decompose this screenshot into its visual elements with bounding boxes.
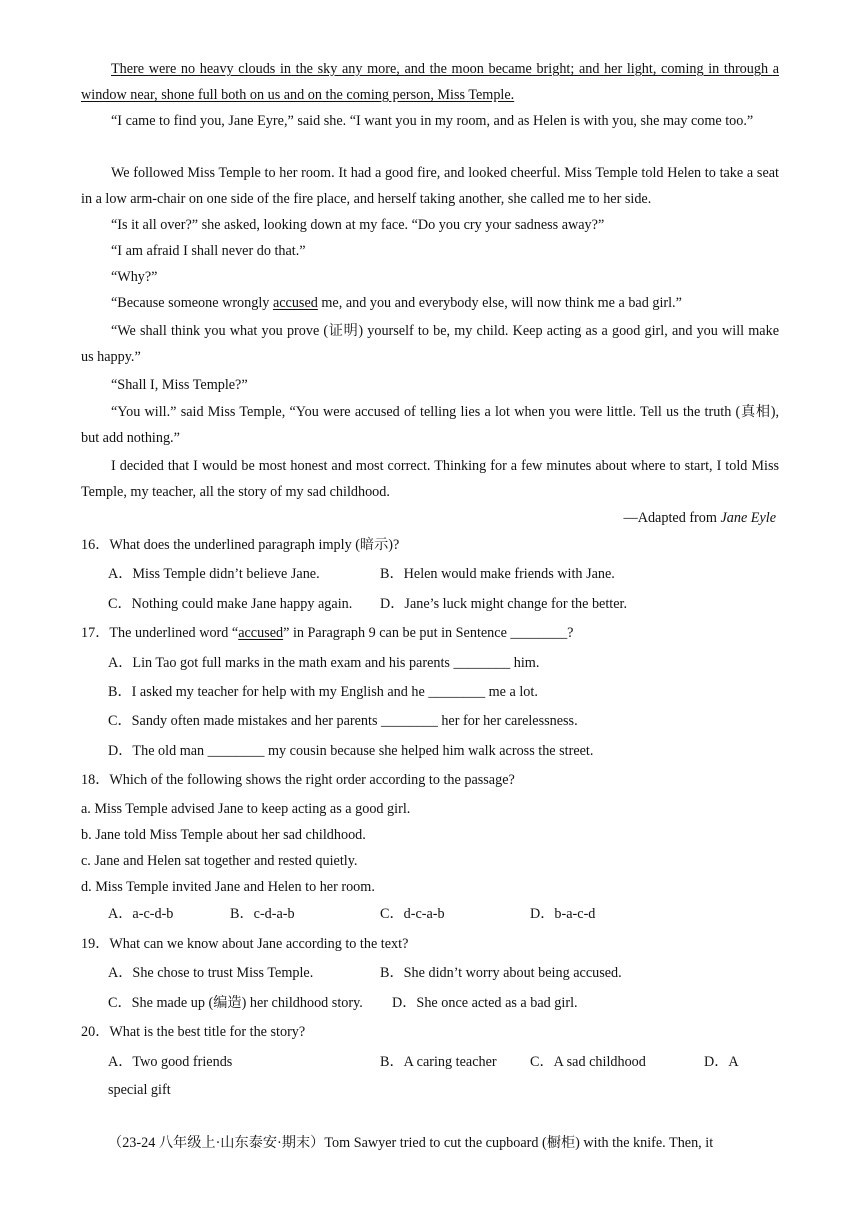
question-18-stem: 18．Which of the following shows the right order according to the passage?	[81, 772, 515, 788]
source-prefix: —Adapted from	[623, 510, 721, 526]
q18-option-a: A．a-c-d-b	[108, 906, 174, 922]
q16-option-c: C．Nothing could make Jane happy again.	[108, 596, 353, 612]
paragraph-7-after: me, and you and everybody else, will now think me a bad girl.”	[317, 295, 682, 311]
underlined-word-accused: accused	[272, 295, 318, 311]
q17-option-b: B．I asked my teacher for help with my English and he ________ me a lot.	[108, 684, 538, 700]
question-19-stem: 19．What can we know about Jane according to the text?	[81, 936, 409, 952]
q20-option-b: B．A caring teacher	[380, 1054, 497, 1070]
question-17-stem	[81, 623, 573, 643]
underlined-paragraph: There were no heavy clouds in the sky any more, and the moon became bright; and her light, coming in through a window near, shone full both on us and on the coming person, Miss Temple.	[81, 61, 779, 103]
q18-option-c: C．d-c-a-b	[380, 906, 445, 922]
q18-option-d: D．b-a-c-d	[530, 906, 596, 922]
q20-option-a: A．Two good friends	[108, 1054, 233, 1070]
paragraph-7	[81, 290, 779, 316]
paragraph-10: “You will.” said Miss Temple, “You were accused of telling lies a lot when you were little. Tell us the truth (真相), but add nothing.”	[81, 404, 779, 446]
next-passage-intro: （23-24 八年级上·山东泰安·期末）Tom Sawyer tried to cut the cupboard (橱柜) with the knife. Then, it	[108, 1135, 714, 1151]
q18-event-a: a. Miss Temple advised Jane to keep acting as a good girl.	[81, 801, 411, 817]
q17-option-c: C．Sandy often made mistakes and her parents ________ her for her carelessness.	[108, 713, 578, 729]
q19-option-d: D．She once acted as a bad girl.	[392, 995, 578, 1011]
paragraph-7-before: “Because someone wrongly	[111, 295, 273, 311]
q18-event-b: b. Jane told Miss Temple about her sad childhood.	[81, 827, 366, 843]
q17-option-a: A．Lin Tao got full marks in the math exam and his parents ________ him.	[108, 655, 540, 671]
q17-underlined-word: accused	[238, 625, 284, 641]
q18-option-b: B．c-d-a-b	[230, 906, 295, 922]
q17-stem-after: ” in Paragraph 9 can be put in Sentence ________?	[283, 625, 574, 641]
paragraph-4: “Is it all over?” she asked, looking down at my face. “Do you cry your sadness away?”	[111, 217, 605, 233]
source-title: Jane Eyle	[720, 510, 776, 526]
q20-option-c: C．A sad childhood	[530, 1054, 646, 1070]
q19-option-a: A．She chose to trust Miss Temple.	[108, 965, 314, 981]
q17-stem-before: 17．The underlined word “	[81, 625, 239, 641]
paragraph-6: “Why?”	[111, 269, 158, 285]
question-20-stem: 20．What is the best title for the story?	[81, 1024, 306, 1040]
q19-option-b: B．She didn’t worry about being accused.	[380, 965, 622, 981]
paragraph-11: I decided that I would be most honest and most correct. Thinking for a few minutes about where to start, I told Miss Temple, my teacher, all the story of my sad childhood.	[81, 458, 779, 500]
paragraph-5: “I am afraid I shall never do that.”	[111, 243, 306, 259]
q16-option-a: A．Miss Temple didn’t believe Jane.	[108, 566, 320, 582]
q17-option-d: D．The old man ________ my cousin because she helped him walk across the street.	[108, 743, 594, 759]
q19-option-c: C．She made up (编造) her childhood story.	[108, 995, 363, 1011]
q20-option-d-continued: special gift	[108, 1082, 171, 1098]
q18-event-d: d. Miss Temple invited Jane and Helen to her room.	[81, 879, 375, 895]
paragraph-9: “Shall I, Miss Temple?”	[111, 377, 248, 393]
q18-event-c: c. Jane and Helen sat together and rested quietly.	[81, 853, 358, 869]
paragraph-3: We followed Miss Temple to her room. It had a good fire, and looked cheerful. Miss Temple told Helen to take a seat in a low arm-chair on one side of the fire place, and herself taking another, she called me to her side.	[81, 165, 779, 207]
question-16-stem: 16．What does the underlined paragraph imply (暗示)?	[81, 537, 400, 553]
paragraph-8: “We shall think you what you prove (证明) yourself to be, my child. Keep acting as a good girl, and you will make us happy.”	[81, 323, 779, 365]
paragraph-2: “I came to find you, Jane Eyre,” said she. “I want you in my room, and as Helen is with you, she may come too.”	[111, 113, 754, 129]
source-attribution	[624, 508, 776, 528]
q20-option-d: D．A	[704, 1054, 739, 1070]
q16-option-b: B．Helen would make friends with Jane.	[380, 566, 615, 582]
q16-option-d: D．Jane’s luck might change for the better.	[380, 596, 628, 612]
